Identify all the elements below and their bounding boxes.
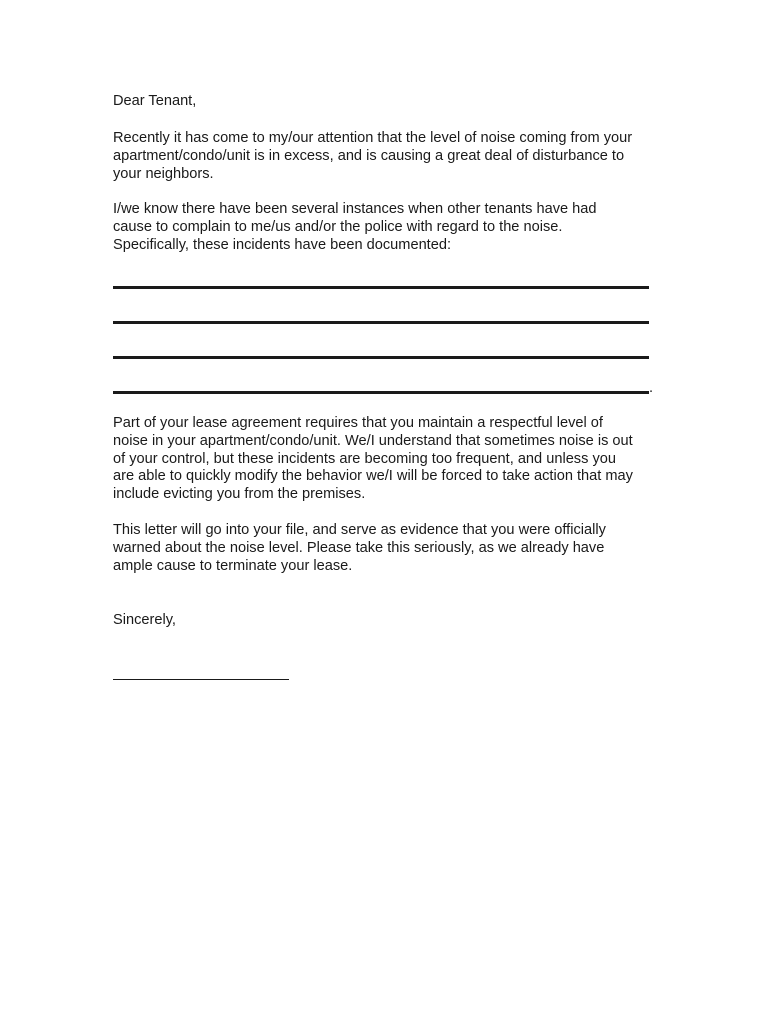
- closing-text: Sincerely,: [113, 612, 176, 628]
- salutation-text: Dear Tenant,: [113, 93, 197, 109]
- paragraph-line: ample cause to terminate your lease.: [113, 557, 353, 574]
- paragraph-line: cause to complain to me/us and/or the police with regard to the noise.: [113, 218, 563, 235]
- incident-blank-line-3: [113, 356, 649, 359]
- paragraph-lease-agreement: [113, 415, 633, 504]
- paragraph-line: apartment/condo/unit is in excess, and is causing a great deal of disturbance to: [113, 147, 625, 164]
- signature-line: [113, 679, 289, 680]
- paragraph-line: This letter will go into your file, and serve as evidence that you were officially: [113, 522, 606, 538]
- paragraph-incidents-intro: [113, 201, 597, 254]
- paragraph-line: noise in your apartment/condo/unit. We/I understand that sometimes noise is out: [113, 432, 633, 449]
- paragraph-line: Specifically, these incidents have been documented:: [113, 236, 452, 253]
- paragraph-line: include evicting you from the premises.: [113, 486, 366, 503]
- paragraph-line: warned about the noise level. Please take this seriously, as we already have: [113, 539, 605, 556]
- paragraph-noise-complaint: [113, 130, 632, 183]
- paragraph-line: of your control, but these incidents are becoming too frequent, and unless you: [113, 450, 616, 467]
- paragraph-line: Part of your lease agreement requires that you maintain a respectful level of: [113, 415, 603, 431]
- paragraph-warning: [113, 522, 606, 575]
- incident-blank-line-1: [113, 286, 649, 289]
- incident-blank-line-2: [113, 321, 649, 324]
- salutation: [113, 93, 196, 111]
- paragraph-line: your neighbors.: [113, 165, 214, 182]
- paragraph-line: I/we know there have been several instances when other tenants have had: [113, 201, 597, 217]
- paragraph-line: Recently it has come to my/our attention that the level of noise coming from your: [113, 130, 633, 146]
- closing: [113, 612, 176, 630]
- incident-blank-period: .: [649, 380, 654, 396]
- incident-blank-line-4: [113, 391, 649, 394]
- paragraph-line: are able to quickly modify the behavior we/I will be forced to take action that may: [113, 468, 633, 485]
